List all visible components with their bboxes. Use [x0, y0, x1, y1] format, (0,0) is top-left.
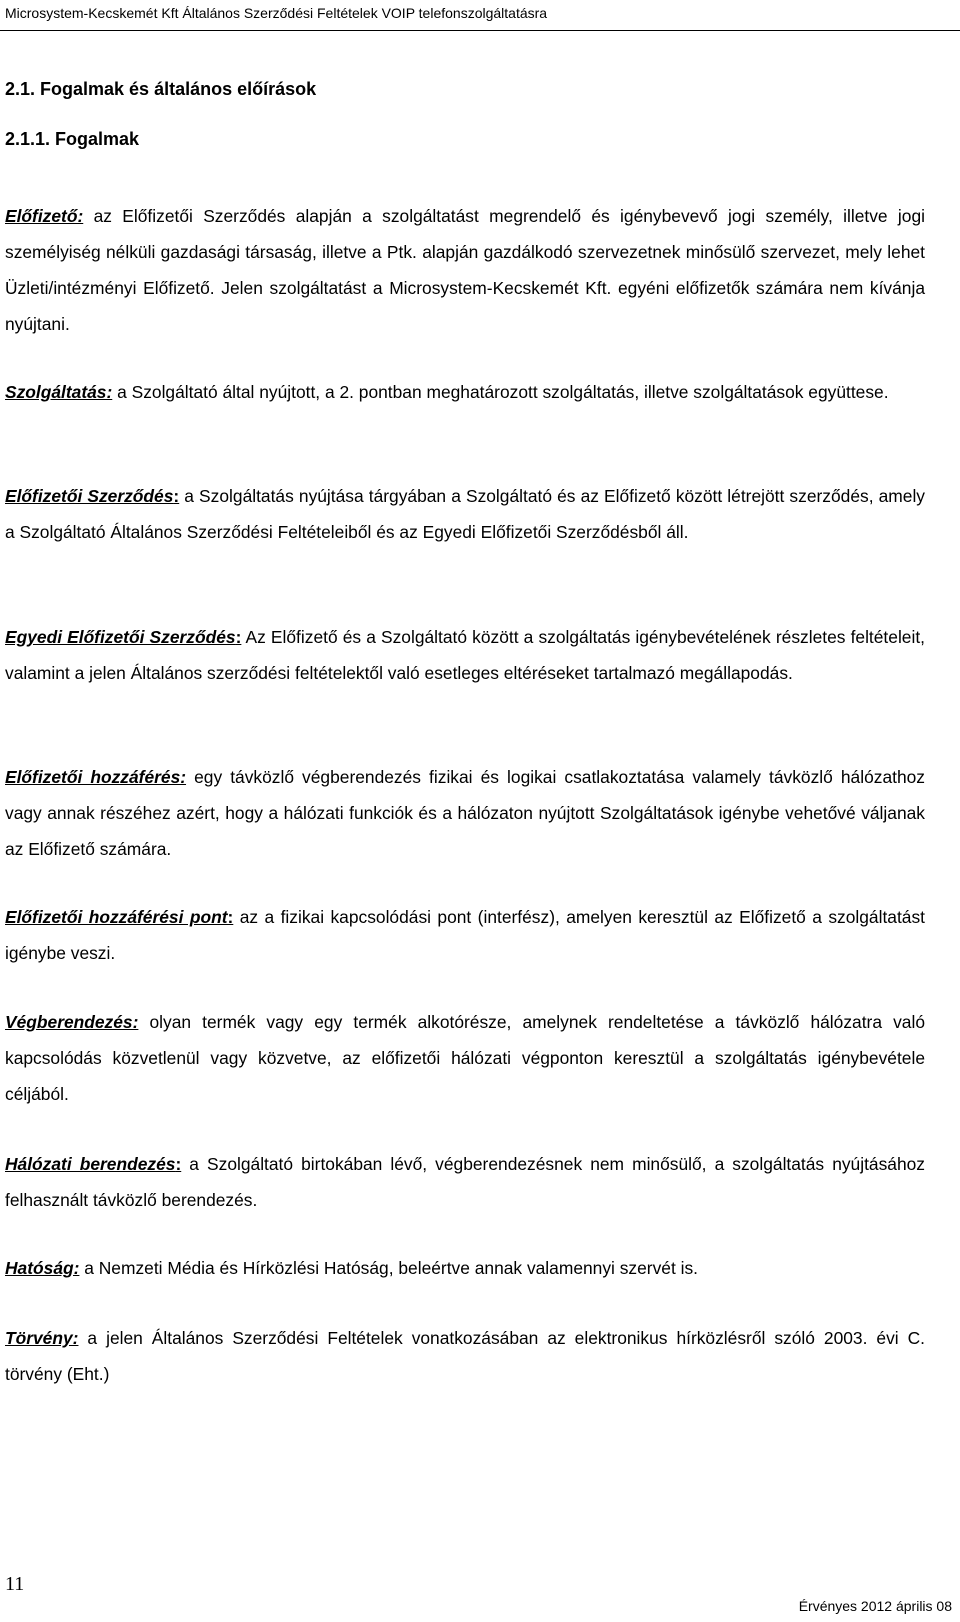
definition-term: Előfizetői Szerződés:	[5, 486, 180, 506]
definition-text: a Nemzeti Média és Hírközlési Hatóság, beleértve annak valamennyi szervét is.	[79, 1258, 699, 1278]
definition-text: az a fizikai kapcsolódási pont (interfész), amelyen keresztül az Előfizető a szolgáltatást igénybe veszi.	[5, 907, 926, 963]
definition-text: a Szolgáltató által nyújtott, a 2. pontban meghatározott szolgáltatás, illetve szolgáltatások együttese.	[112, 382, 889, 402]
definition-elofizetoi-szerzodes	[5, 478, 925, 550]
definition-term: Hálózati berendezés:	[5, 1154, 182, 1174]
definition-halozati-berendezes	[5, 1146, 925, 1218]
definition-text: a jelen Általános Szerződési Feltételek vonatkozásában az elektronikus hírközlésről szóló 2003. évi C. törvény (Eht.)	[5, 1328, 925, 1384]
definition-text: Az Előfizető és a Szolgáltató között a szolgáltatás igénybevételének részletes feltételeit, valamint a jelen Általános szerződési feltételektől való esetleges eltéréseket tartalmazó megállapodás.	[5, 627, 926, 683]
definition-term: Előfizetői hozzáférés:	[5, 767, 187, 787]
definition-text: a Szolgáltatás nyújtása tárgyában a Szolgáltató és az Előfizető között létrejött szerződés, amely a Szolgáltató Általános Szerződési Feltételeiből és az Egyedi Előfizetői Szerződésből áll.	[5, 486, 926, 542]
definition-text: az Előfizetői Szerződés alapján a szolgáltatást megrendelő és igénybevevő jogi személy, illetve jogi személyiség nélküli gazdasági társaság, illetve a Ptk. alapján gazdálkodó szervezetnek minősülő szervezet, mely lehet Üzleti/intézményi Előfizető. Jelen szolgáltatást a Microsystem-Kecskemét Kft. egyéni előfizetők számára nem kívánja nyújtani.	[5, 206, 925, 334]
definition-text: a Szolgáltató birtokában lévő, végberendezésnek nem minősülő, a szolgáltatás nyújtásához felhasznált távközlő berendezés.	[5, 1154, 926, 1210]
definition-term: Törvény:	[5, 1328, 79, 1348]
definition-elofizeto	[5, 198, 925, 342]
definition-elofizetoi-hozzaferesi-pont	[5, 899, 925, 971]
definition-vegberendezes	[5, 1004, 925, 1112]
document-header: Microsystem-Kecskemét Kft Általános Szerződési Feltételek VOIP telefonszolgáltatásra	[5, 5, 548, 21]
page-number: 11	[5, 1573, 25, 1595]
definition-term: Előfizető:	[5, 206, 84, 226]
definition-szolgaltatas	[5, 374, 925, 410]
definition-term: Hatóság:	[5, 1258, 80, 1278]
definition-term: Végberendezés:	[5, 1012, 139, 1032]
validity-date: Érvényes 2012 április 08	[798, 1598, 952, 1614]
definition-hatosag	[5, 1250, 925, 1286]
definition-elofizetoi-hozzaferes	[5, 759, 925, 867]
definition-term: Előfizetői hozzáférési pont:	[5, 907, 234, 927]
section-subheading: 2.1.1. Fogalmak	[5, 129, 140, 149]
definition-torveny	[5, 1320, 925, 1392]
header-divider	[0, 30, 960, 31]
definition-text: egy távközlő végberendezés fizikai és logikai csatlakoztatása valamely távközlő hálózathoz vagy annak részéhez azért, hogy a hálózati funkciók és a hálózaton nyújtott Szolgáltatások igénybe vehetővé váljanak az Előfizető számára.	[5, 767, 925, 859]
section-heading: 2.1. Fogalmak és általános előírások	[5, 79, 317, 99]
definition-text: olyan termék vagy egy termék alkotórésze, amelynek rendeltetése a távközlő hálózatra való kapcsolódás közvetlenül vagy közvetve, az előfizetői hálózati végponton keresztül a szolgáltatás igénybevétele céljából.	[5, 1012, 925, 1104]
definition-term: Szolgáltatás:	[5, 382, 113, 402]
definition-egyedi-elofizetoi-szerzodes	[5, 619, 925, 691]
definition-term: Egyedi Előfizetői Szerződés:	[5, 627, 242, 647]
